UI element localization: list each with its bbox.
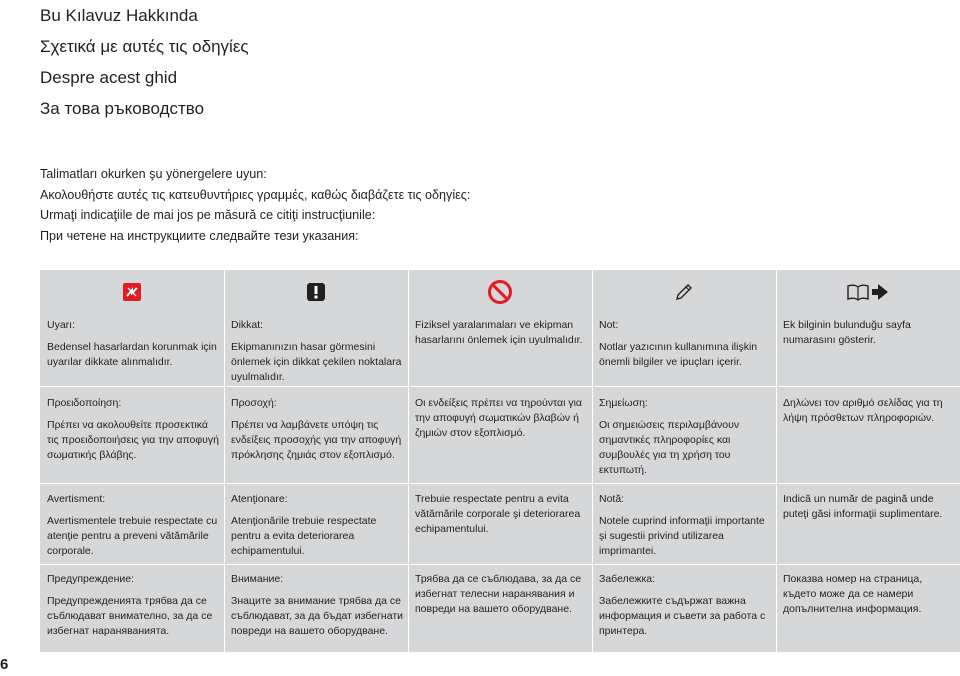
book-arrow-icon: [776, 270, 960, 314]
conventions-table: [40, 270, 960, 652]
title-tr: Bu Kılavuz Hakkında: [40, 6, 198, 25]
note-cell: [783, 318, 955, 348]
prohibited-text: Οι ενδείξεις πρέπει να τηρούνται για την αποφυγή σωματικών βλαβών ή ζημιών στον εξοπλισμό.: [415, 397, 582, 439]
note-text: Notele cuprind informaţii importante şi sugestii privind utilizarea imprimantei.: [599, 515, 765, 557]
prohibited-text: Trebuie respectate pentru a evita vătămările corporale şi deteriorarea echipamentului.: [415, 493, 581, 535]
warning-text: Avertismentele trebuie respectate cu atenţie pentru a preveni vătămările corporale.: [47, 515, 218, 557]
note-cell: [415, 572, 587, 617]
note-cell: [231, 318, 403, 385]
caution-heading: Προσοχή:: [231, 397, 277, 409]
row-divider: [40, 483, 960, 484]
column-divider: [776, 270, 777, 652]
note-cell: [599, 572, 771, 639]
warning-text: Πρέπει να ακολουθείτε προσεκτικά τις προειδοποιήσεις για την αποφυγή σωματικής βλάβης.: [47, 419, 220, 461]
warning-heading: Προειδοποίηση:: [47, 397, 122, 409]
column-divider: [224, 270, 225, 652]
note-cell: [599, 396, 771, 478]
icon-row: [40, 270, 960, 314]
caution-text: Atenţionările trebuie respectate pentru a evita deteriorarea echipamentului.: [231, 515, 377, 557]
title-el: Σχετικά με αυτές τις οδηγίες: [40, 37, 249, 56]
note-text: Notlar yazıcının kullanımına ilişkin önemli bilgiler ve ipuçları içerir.: [599, 341, 758, 368]
page-ref-text: Δηλώνει τον αριθμό σελίδας για τη λήψη πρόσθετων πληροφοριών.: [783, 397, 943, 424]
note-cell: [47, 572, 219, 639]
title-bg: За това ръководство: [40, 99, 205, 118]
page-ref-text: Показва номер на страница, където може да се намери допълнителна информация.: [783, 573, 923, 615]
intro-tr: Talimatları okurken şu yönergelere uyun:: [40, 167, 267, 181]
caution-text: Πρέπει να λαμβάνετε υπόψη τις ενδείξεις προσοχής για την αποφυγή πρόκλησης ζημιάς στον εξοπλισμό.: [231, 419, 402, 461]
title-block: [40, 0, 249, 124]
caution-heading: Dikkat:: [231, 319, 264, 331]
caution-heading: Atenţionare:: [231, 493, 288, 505]
pencil-note-icon: [592, 270, 776, 314]
page-ref-text: Indică un număr de pagină unde puteţi găsi informaţii suplimentare.: [783, 493, 943, 520]
intro-bg: При четене на инструкциите следвайте тези указания:: [40, 228, 359, 243]
note-cell: [599, 318, 771, 370]
note-cell: [231, 396, 403, 463]
caution-text: Ekipmanınızın hasar görmesini önlemek için dikkat çekilen noktalara uyulmalıdır.: [231, 341, 402, 383]
intro-ro: Urmaţi indicaţiile de mai jos pe măsură ce citiţi instrucţiunile:: [40, 208, 376, 222]
page-number: 6: [0, 656, 9, 673]
note-cell: [231, 572, 403, 639]
note-heading: Not:: [599, 319, 619, 331]
note-cell: [47, 492, 219, 559]
note-cell: [415, 492, 587, 537]
warning-hand-icon: [40, 270, 224, 314]
note-text: Οι σημειώσεις περιλαμβάνουν σημαντικές πληροφορίες και συμβουλές για τη χρήση του εκτυπωτή.: [599, 419, 740, 476]
row-divider: [40, 386, 960, 387]
note-text: Забележките съдържат важна информация и съвети за работа с принтера.: [599, 595, 766, 637]
note-cell: [47, 318, 219, 370]
note-heading: Забележка:: [599, 573, 656, 585]
note-cell: [599, 492, 771, 559]
warning-text: Bedensel hasarlardan korunmak için uyarılar dikkate alınmalıdır.: [47, 341, 217, 368]
note-cell: [415, 318, 587, 348]
warning-text: Предупрежденията трябва да се съблюдават внимателно, за да се избегнат нараняванията.: [47, 595, 213, 637]
note-cell: [231, 492, 403, 559]
warning-heading: Uyarı:: [47, 319, 76, 331]
note-cell: [783, 492, 955, 522]
page-ref-text: Ek bilginin bulunduğu sayfa numarasını gösterir.: [783, 319, 911, 346]
warning-heading: Предупреждение:: [47, 573, 135, 585]
warning-heading: Avertisment:: [47, 493, 106, 505]
prohibited-icon: [408, 270, 592, 314]
row-divider: [40, 564, 960, 565]
prohibited-text: Fiziksel yaralanmaları ve ekipman hasarlarını önlemek için uyulmalıdır.: [415, 319, 583, 346]
note-cell: [47, 396, 219, 463]
note-cell: [415, 396, 587, 441]
note-heading: Notă:: [599, 493, 625, 505]
column-divider: [408, 270, 409, 652]
column-divider: [592, 270, 593, 652]
prohibited-text: Трябва да се съблюдава, за да се избегнат телесни наранявания и повреди на вашето оборудване.: [415, 573, 582, 615]
intro-block: [40, 164, 470, 246]
caution-exclamation-icon: [224, 270, 408, 314]
intro-el: Ακολουθήστε αυτές τις κατευθυντήριες γραμμές, καθώς διαβάζετε τις οδηγίες:: [40, 187, 471, 202]
caution-text: Знаците за внимание трябва да се съблюдават, за да бъдат избегнати повреди на вашето оборудване.: [231, 595, 403, 637]
caution-heading: Внимание:: [231, 573, 284, 585]
note-cell: [783, 396, 955, 426]
note-heading: Σημείωση:: [599, 397, 648, 409]
title-ro: Despre acest ghid: [40, 68, 178, 87]
note-cell: [783, 572, 955, 617]
